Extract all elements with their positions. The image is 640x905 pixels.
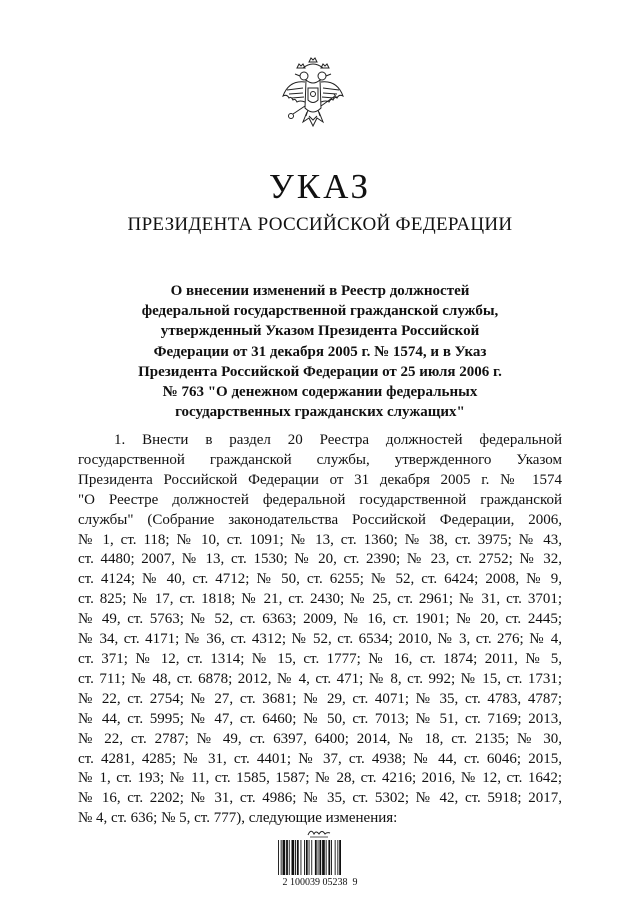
body-line: № 22, ст. 2787; № 49, ст. 6397, 6400; 2014, № 18, ст. 2135; № 30, [78,730,562,747]
title-line: Президента Российской Федерации от 25 июля 2006 г. [138,363,502,380]
body-line: № 1, ст. 193; № 11, ст. 1585, 1587; № 28, ст. 4216; 2016, № 12, ст. 1642; [78,770,562,787]
document-title [110,281,530,422]
body-line: ст. 4124; № 40, ст. 4712; № 50, ст. 6255; № 52, ст. 6424; 2008, № 9, [78,571,562,588]
barcode-icon [278,840,362,875]
body-line: ст. 4281, 4285; № 31, ст. 4401; № 37, ст. 4938; № 44, ст. 6046; 2015, [78,750,562,767]
body-line: ст. 371; № 12, ст. 1314; № 15, ст. 1777; № 16, ст. 1874; 2011, № 5, [78,650,562,667]
issuer: ПРЕЗИДЕНТА РОССИЙСКОЙ ФЕДЕРАЦИИ [127,214,513,235]
body-line: № 1, ст. 118; № 10, ст. 1091; № 13, ст. 1360; № 38, ст. 3975; № 43, [78,531,562,548]
body-line: № 34, ст. 4171; № 36, ст. 4312; № 52, ст. 6534; 2010, № 3, ст. 276; № 4, [78,631,562,648]
body-paragraph [78,431,562,829]
body-line: "О Реестре должностей федеральной государственной гражданской [78,491,562,508]
body-line: № 22, ст. 2754; № 27, ст. 3681; № 29, ст. 4071; № 35, ст. 4783, 4787; [78,690,562,707]
body-line: ст. 711; № 48, ст. 6878; 2012, № 4, ст. 471; № 8, ст. 992; № 15, ст. 1731; [78,670,562,687]
body-line: № 16, ст. 2202; № 31, ст. 4986; № 35, ст. 5302; № 42, ст. 5918; 2017, [78,790,562,807]
body-line: ст. 825; № 17, ст. 1818; № 21, ст. 2430; № 25, ст. 2961; № 31, ст. 3701; [78,591,562,608]
title-line: утвержденный Указом Президента Российской [160,323,480,340]
body-line: государственной гражданской службы, утвержденного Указом [78,451,562,468]
barcode-number: 2 100039 05238 9 [282,877,358,888]
title-line: государственных гражданских служащих" [175,404,465,421]
signature-mark-icon [307,826,331,838]
body-line: № 49, ст. 5763; № 52, ст. 6363; 2009, № 16, ст. 1901; № 20, ст. 2445; [78,611,562,628]
body-line: № 4, ст. 636; № 5, ст. 777), следующие изменения: [78,810,398,827]
title-line: Федерации от 31 декабря 2005 г. № 1574, и в Указ [153,343,487,360]
title-line: федеральной государственной гражданской службы, [141,303,499,320]
body-line: 1. Внести в раздел 20 Реестра должностей федеральной [114,432,562,448]
body-line: службы" (Собрание законодательства Российской Федерации, 2006, [78,511,562,528]
title-line: № 763 "О денежном содержании федеральных [162,384,478,401]
body-line: № 44, ст. 5995; № 47, ст. 6460; № 50, ст. 7013; № 51, ст. 7169; 2013, [78,710,562,727]
body-line: Президента Российской Федерации от 31 декабря 2005 г. № 1574 [78,471,562,488]
body-line: ст. 4480; 2007, № 13, ст. 1530; № 20, ст. 2390; № 23, ст. 2752; № 32, [78,551,562,568]
title-line: О внесении изменений в Реестр должностей [170,283,470,299]
document-type: УКАЗ [268,167,372,206]
coat-of-arms-icon [279,56,347,140]
